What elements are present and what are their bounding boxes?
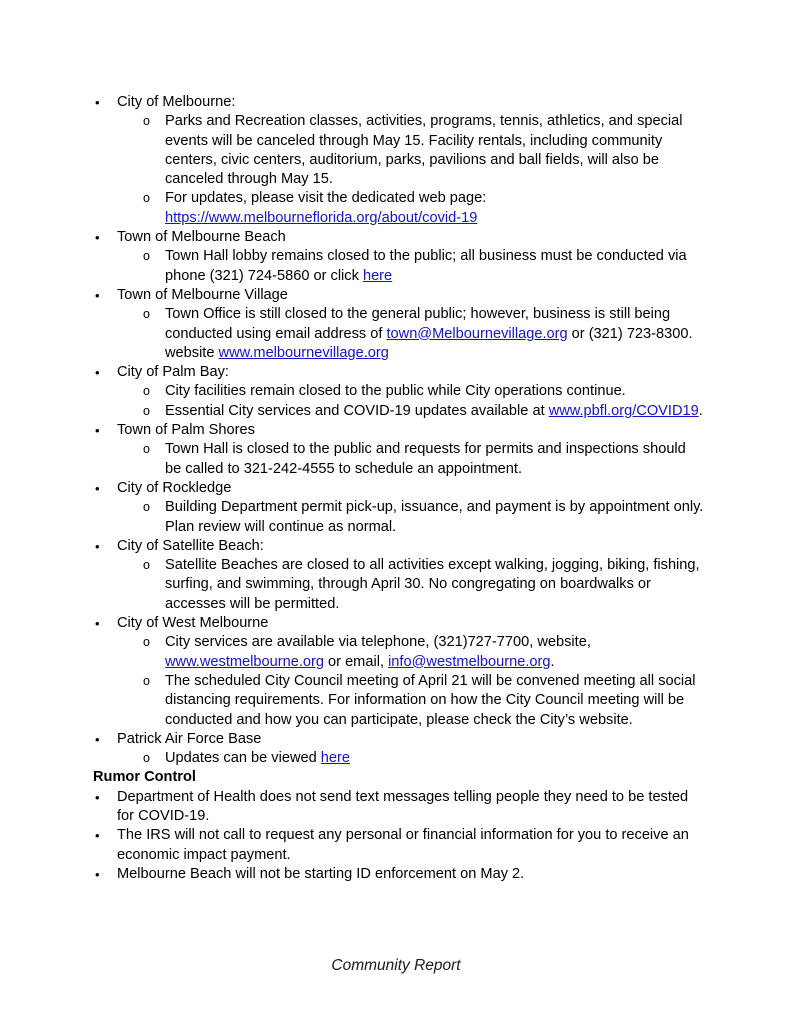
- inline-link[interactable]: here: [362, 267, 393, 284]
- bullet-circle-icon: o: [143, 673, 150, 688]
- municipality-detail-item: [140, 498, 705, 537]
- municipality-detail-list: [93, 498, 705, 537]
- municipality-title: Town of Melbourne Beach: [117, 229, 286, 246]
- body-text: or (321) 723-8300. website: [165, 325, 693, 361]
- detail-text: [165, 248, 687, 283]
- municipality-detail-list: [93, 112, 705, 228]
- body-text: Building Department permit pick-up, issuance, and payment is by appointment only. Plan review will continue as normal.: [165, 499, 704, 535]
- municipality-detail-list: [93, 633, 705, 729]
- inline-link[interactable]: www.melbournevillage.org: [218, 344, 389, 361]
- body-text: Satellite Beaches are closed to all activities except walking, jogging, biking, fishing, surfing, and swimming, through April 30. No congregating on boardwalks or accesses will be permitted.: [165, 557, 700, 612]
- bullet-disc-icon: •: [95, 423, 100, 439]
- bullet-disc-icon: •: [95, 230, 100, 246]
- bullet-disc-icon: •: [95, 789, 100, 805]
- municipality-item: [93, 286, 705, 305]
- rumor-text: [117, 827, 689, 862]
- rumor-control-item: [93, 826, 705, 865]
- bullet-circle-icon: o: [143, 500, 150, 515]
- body-text: City services are available via telephone, (321)727-7700, website,: [165, 634, 591, 651]
- rumor-control-heading: Rumor Control: [93, 769, 196, 786]
- bullet-circle-icon: o: [143, 558, 150, 573]
- municipality-item: [93, 479, 705, 498]
- bullet-circle-icon: o: [143, 635, 150, 650]
- body-text: Town Office is still closed to the general public; however, business is still being conducted using email address of: [165, 306, 671, 342]
- body-text: Town Hall is closed to the public and requests for permits and inspections should be called to 321-242-4555 to schedule an appointment.: [165, 441, 686, 477]
- rumor-text: [117, 866, 524, 882]
- inline-link[interactable]: www.pbfl.org/COVID19: [548, 402, 699, 419]
- bullet-circle-icon: o: [143, 384, 150, 399]
- municipality-title: Patrick Air Force Base: [117, 730, 262, 747]
- municipality-detail-list: [93, 382, 705, 421]
- detail-text: [165, 557, 700, 612]
- municipality-detail-item: [140, 402, 705, 421]
- municipality-title: City of Melbourne:: [117, 94, 236, 110]
- municipality-detail-list: [93, 247, 705, 286]
- detail-text: [165, 750, 350, 766]
- municipality-item: [93, 537, 705, 556]
- inline-link[interactable]: here: [320, 750, 350, 767]
- municipality-item: [93, 363, 705, 382]
- bullet-disc-icon: •: [95, 866, 100, 882]
- bullet-disc-icon: •: [95, 828, 100, 844]
- rumor-control-item: [93, 788, 705, 827]
- bullet-circle-icon: o: [143, 249, 150, 264]
- inline-link[interactable]: town@Melbournevillage.org: [386, 325, 568, 342]
- detail-text: [165, 403, 703, 419]
- body-text: Essential City services and COVID-19 updates available at: [165, 402, 549, 419]
- detail-text: [165, 306, 693, 361]
- municipality-detail-list: [93, 556, 705, 614]
- municipality-title: City of Satellite Beach:: [117, 537, 264, 554]
- bullet-circle-icon: o: [143, 191, 150, 206]
- body-text: Melbourne Beach will not be starting ID enforcement on May 2.: [117, 865, 525, 882]
- body-text: Town Hall lobby remains closed to the public; all business must be conducted via phone (321) 724-5860 or click: [165, 248, 687, 284]
- body-text: The scheduled City Council meeting of April 21 will be convened meeting all social distancing requirements. For information on how the City Council meeting will be conducted and how you can participate, please check the City’s website.: [165, 672, 696, 728]
- municipality-detail-item: [140, 633, 705, 672]
- detail-text: [165, 113, 683, 187]
- municipality-item: [93, 228, 705, 247]
- bullet-disc-icon: •: [95, 480, 100, 496]
- page-footer: Community Report: [331, 957, 461, 974]
- municipality-item: [93, 730, 705, 749]
- bullet-circle-icon: o: [143, 442, 150, 457]
- municipality-title: Town of Melbourne Village: [117, 286, 288, 303]
- detail-text: [165, 673, 696, 728]
- body-text: .: [698, 402, 703, 419]
- inline-link[interactable]: www.westmelbourne.org: [165, 653, 324, 670]
- municipality-item: [93, 614, 705, 633]
- municipality-title: Town of Palm Shores: [117, 422, 255, 439]
- bullet-disc-icon: •: [95, 365, 100, 381]
- bullet-disc-icon: •: [95, 616, 100, 632]
- municipality-detail-item: [140, 556, 705, 614]
- municipality-detail-list: [93, 749, 705, 768]
- detail-text: [165, 441, 686, 476]
- bullet-disc-icon: •: [95, 538, 100, 554]
- municipality-list: [93, 93, 705, 768]
- detail-text: [165, 499, 703, 534]
- body-text: Department of Health does not send text messages telling people they need to be tested for COVID-19.: [117, 788, 689, 824]
- inline-link[interactable]: info@westmelbourne.org: [388, 653, 551, 670]
- rumor-control-section: [93, 768, 705, 884]
- bullet-circle-icon: o: [143, 751, 150, 766]
- rumor-control-item: [93, 865, 705, 884]
- municipality-detail-item: [140, 382, 705, 401]
- body-text: or email,: [323, 653, 389, 670]
- municipality-detail-item: [140, 189, 705, 228]
- detail-text: [165, 190, 486, 225]
- municipality-detail-item: [140, 749, 705, 768]
- body-text: Updates can be viewed: [165, 750, 321, 767]
- body-text: For updates, please visit the dedicated web page:: [165, 190, 487, 207]
- municipality-detail-list: [93, 305, 705, 363]
- municipality-title: City of Palm Bay:: [117, 364, 229, 381]
- body-text: City facilities remain closed to the public while City operations continue.: [165, 383, 626, 400]
- municipality-detail-item: [140, 112, 705, 189]
- municipality-title: City of West Melbourne: [117, 615, 269, 632]
- bullet-disc-icon: •: [95, 95, 100, 110]
- municipality-detail-list: [93, 440, 705, 479]
- body-text: Parks and Recreation classes, activities, programs, tennis, athletics, and special events will be canceled through May 15. Facility rentals, including community centers, civic centers, auditorium, parks, pavilions and ball fields, will also be canceled through May 15.: [165, 113, 683, 188]
- municipality-detail-item: [140, 440, 705, 479]
- bullet-circle-icon: o: [143, 403, 150, 418]
- inline-link[interactable]: https://www.melbourneflorida.org/about/covid-19: [165, 209, 478, 226]
- municipality-item: [93, 421, 705, 440]
- bullet-disc-icon: •: [95, 287, 100, 303]
- municipality-item: [93, 93, 705, 112]
- municipality-detail-item: [140, 247, 705, 286]
- document-body: [93, 93, 705, 884]
- bullet-disc-icon: •: [95, 731, 100, 747]
- bullet-circle-icon: o: [143, 307, 150, 322]
- bullet-circle-icon: o: [143, 114, 150, 129]
- body-text: .: [550, 653, 555, 670]
- detail-text: [165, 383, 626, 399]
- municipality-detail-item: [140, 672, 705, 730]
- rumor-text: [117, 789, 688, 824]
- detail-text: [165, 634, 591, 669]
- body-text: The IRS will not call to request any personal or financial information for you to receive an economic impact payment.: [117, 827, 689, 863]
- municipality-detail-item: [140, 305, 705, 363]
- municipality-title: City of Rockledge: [117, 479, 232, 496]
- rumor-control-list: [93, 788, 705, 884]
